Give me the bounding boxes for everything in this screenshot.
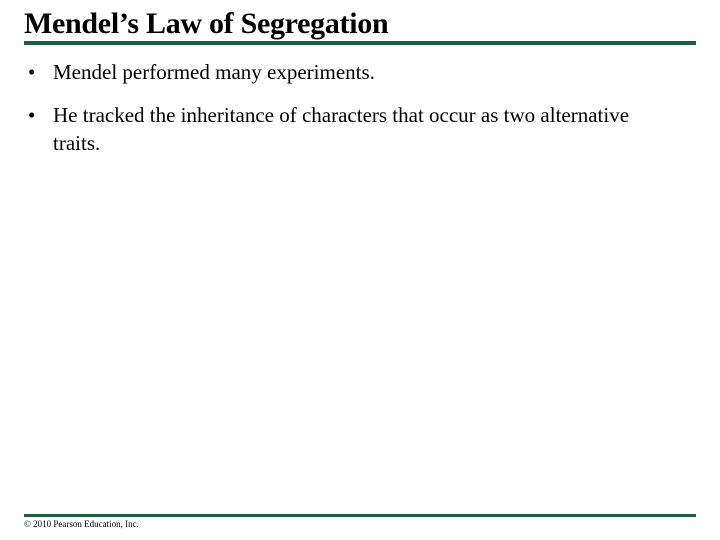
bullet-item (28, 101, 668, 157)
slide-title: Mendel’s Law of Segregation (24, 7, 389, 40)
bullet-item (28, 58, 668, 86)
bullet-text: He tracked the inheritance of characters that occur as two alternative traits. (53, 103, 630, 155)
bullet-dot-icon: • (28, 60, 36, 84)
copyright-footer: © 2010 Pearson Education, Inc. (24, 519, 139, 529)
footer-rule (24, 514, 696, 517)
bullet-list (28, 58, 668, 172)
bullet-dot-icon: • (28, 103, 36, 127)
bullet-text: Mendel performed many experiments. (53, 60, 375, 84)
title-underline-rule (24, 41, 696, 45)
